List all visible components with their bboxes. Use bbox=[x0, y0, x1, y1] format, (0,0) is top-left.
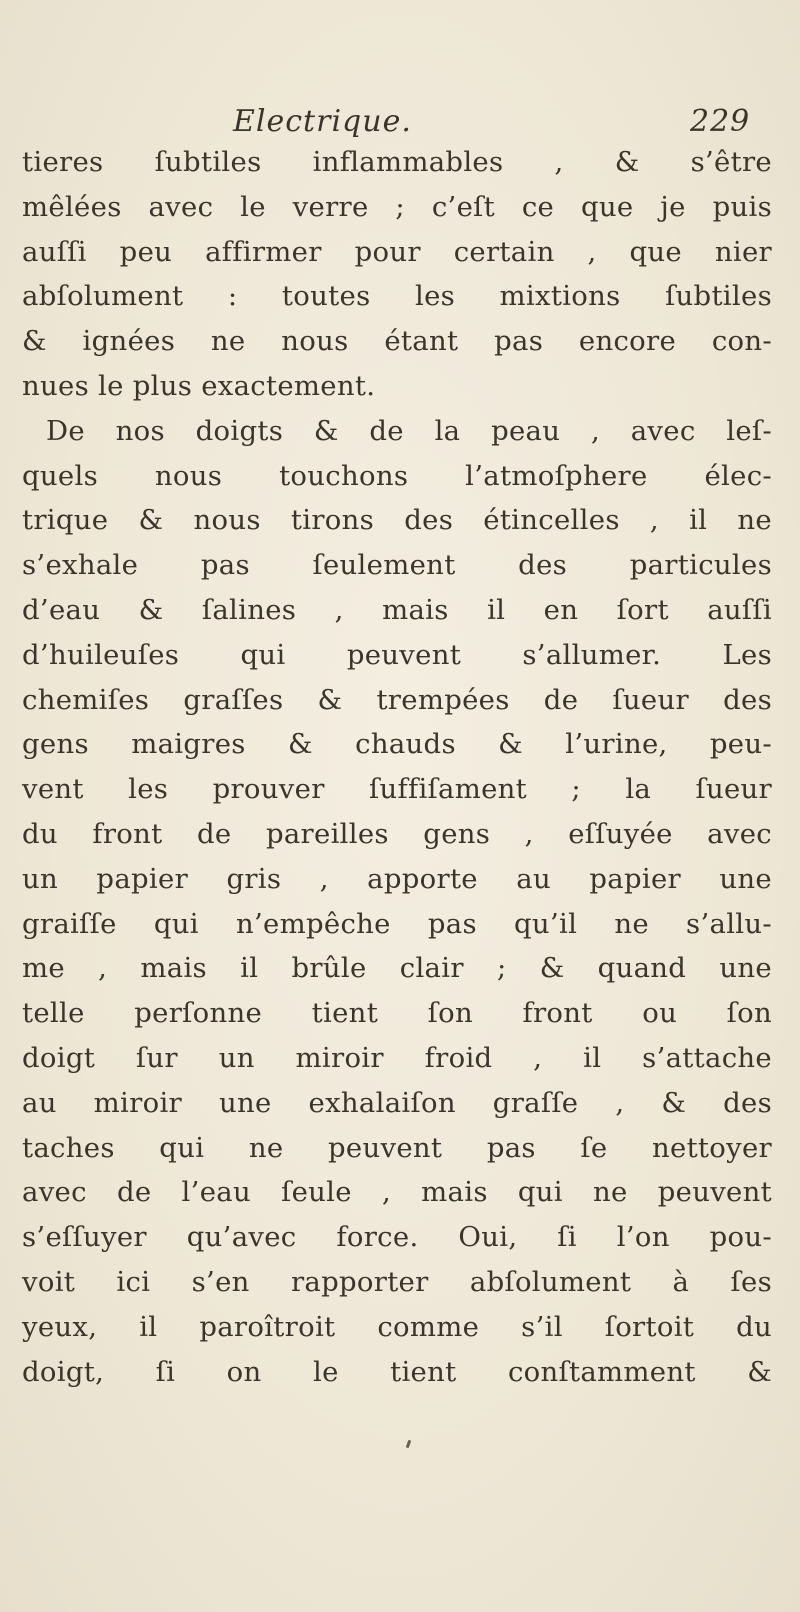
text-line: gens maigres & chauds & l’urine, peu- bbox=[22, 728, 772, 761]
text-line: quels nous touchons l’atmoſphere élec- bbox=[22, 459, 772, 492]
text-line: taches qui ne peuvent pas ſe nettoyer bbox=[22, 1131, 772, 1164]
ink-speck bbox=[406, 1440, 412, 1449]
text-line: d’eau & ſalines , mais il en ſort auſſi bbox=[22, 593, 772, 626]
text-line: graiſſe qui n’empêche pas qu’il ne s’allu- bbox=[22, 907, 772, 940]
text-line: d’huileuſes qui peuvent s’allumer. Les bbox=[22, 638, 772, 671]
text-line: trique & nous tirons des étincelles , il ne bbox=[22, 504, 772, 537]
text-line: mêlées avec le verre ; c’eſt ce que je puis bbox=[22, 190, 772, 223]
text-line: doigt ſur un miroir froid , il s’attache bbox=[22, 1041, 772, 1074]
text-line: vent les prouver ſuffiſament ; la ſueur bbox=[22, 773, 772, 806]
text-line: auſſi peu affirmer pour certain , que nier bbox=[22, 235, 772, 268]
text-line: voit ici s’en rapporter abſolument à ſes bbox=[22, 1265, 772, 1298]
text-line: tieres ſubtiles inflammables , & s’être bbox=[22, 146, 772, 178]
text-line: s’eſſuyer qu’avec force. Oui, ſi l’on pou- bbox=[22, 1221, 772, 1254]
text-line: nues le plus exactement. bbox=[22, 369, 376, 402]
text-line: abſolument : toutes les mixtions ſubtiles bbox=[22, 280, 772, 313]
text-line: s’exhale pas ſeulement des particules bbox=[22, 549, 772, 582]
text-line: telle perſonne tient ſon front ou ſon bbox=[22, 997, 772, 1030]
text-line: au miroir une exhalaiſon graſſe , & des bbox=[22, 1086, 772, 1119]
text-line: me , mais il brûle clair ; & quand une bbox=[22, 952, 772, 985]
running-title: Electrique. bbox=[233, 104, 412, 139]
text-line: chemiſes graſſes & trempées de ſueur des bbox=[22, 683, 772, 716]
text-line: De nos doigts & de la peau , avec leſ- bbox=[46, 414, 772, 447]
text-line: doigt, ſi on le tient conſtamment & bbox=[22, 1355, 772, 1388]
text-line: un papier gris , apporte au papier une bbox=[22, 862, 772, 895]
text-line: avec de l’eau ſeule , mais qui ne peuvent bbox=[22, 1176, 772, 1209]
text-line: du front de pareilles gens , eſſuyée avec bbox=[22, 817, 772, 850]
text-line: yeux, il paroîtroit comme s’il ſortoit du bbox=[22, 1310, 772, 1343]
text-line: & ignées ne nous étant pas encore con- bbox=[22, 325, 772, 358]
body-text bbox=[22, 140, 772, 1394]
page-number: 229 bbox=[690, 104, 751, 139]
